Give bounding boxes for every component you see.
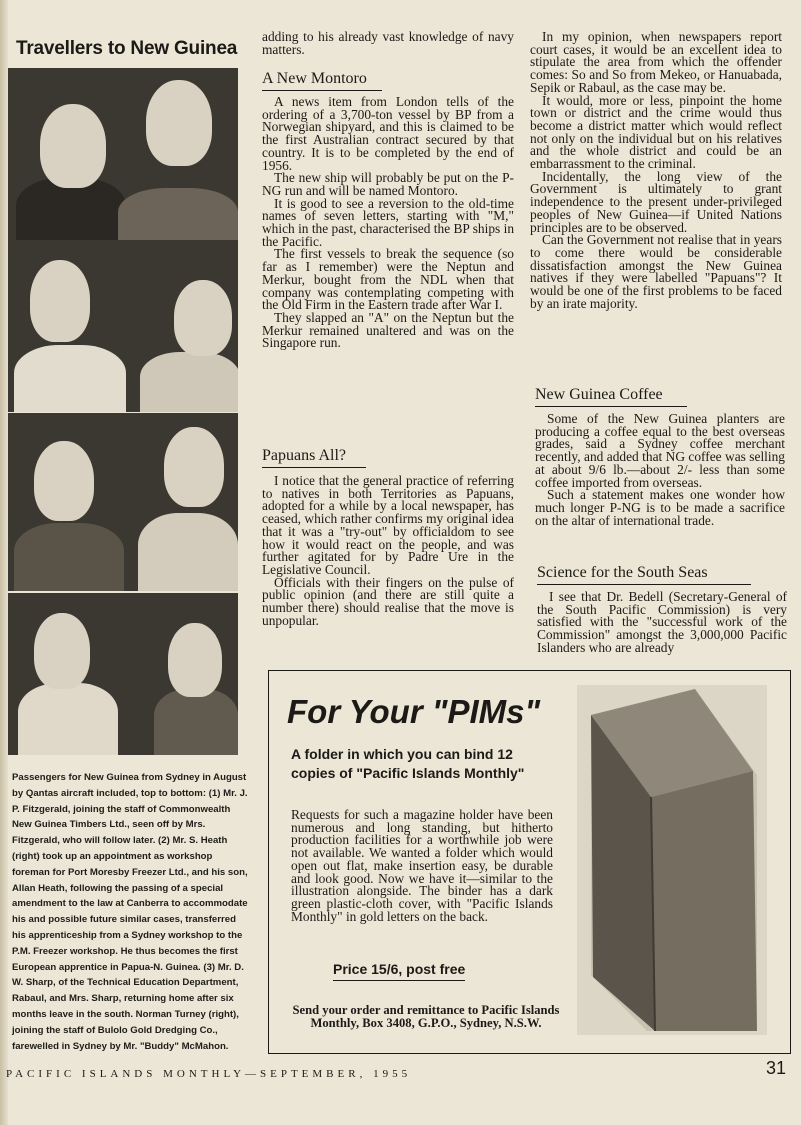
paragraph: Such a statement makes one wonder how much longer P-NG is to be made a sacrifice on the altar of international trade. (535, 487, 785, 528)
paragraph: Officials with their fingers on the pulse of public opinion (and there are still quite a number there) should realise that the move is unpopular. (262, 574, 514, 628)
section-title-new-guinea-coffee: New Guinea Coffee (535, 386, 687, 407)
photo-turney (8, 593, 238, 755)
paragraph: Some of the New Guinea planters are producing a coffee equal to the best overseas grades, said a Sydney coffee merchant recently, and added that NG coffee was selling at about 9/6 lb.—about 2/- less than some coffee imported from overseas. (535, 411, 785, 490)
paragraph: They slapped an "A" on the Neptun but the Merkur remained unaltered and was on the Singapore run. (262, 309, 514, 351)
photo-sharp (8, 413, 238, 591)
photo-heath (8, 240, 238, 412)
advertisement-box (268, 670, 791, 1054)
section-science-for-the-south-seas (537, 591, 787, 655)
ad-order-address: Send your order and remittance to Pacific Islands Monthly, Box 3408, G.P.O., Sydney, N.S.W. (292, 1003, 560, 1030)
ad-price: Price 15/6, post free (333, 961, 465, 981)
section-title-science-for-the-south-seas: Science for the South Seas (537, 564, 751, 585)
paragraph: Incidentally, the long view of the Government is ultimately to grant independence to the present under-privileged peoples of New Guinea—if United Nations principles are to be observed. (530, 168, 782, 235)
paragraph: I see that Dr. Bedell (Secretary-General of the South Pacific Commission) is very satisfied with the "successful work of the Commission" amongst the 3,000,000 Pacific Islanders who are already (537, 589, 787, 655)
paragraph: A news item from London tells of the ordering of a 3,700-ton vessel by BP from a Norwegian shipyard, and this is claimed to be the first Australian contract secured by that country. It is to be completed by the end of 1956. (262, 94, 514, 173)
paragraph: In my opinion, when newspapers report court cases, it would be an excellent idea to stipulate the area from which the offender comes: So and So from Mekeo, or Hanuabada, Sepik or Rabaul, as the case may be. (530, 29, 782, 95)
ad-subtitle: A folder in which you can bind 12 copies of "Pacific Islands Monthly" (291, 746, 525, 781)
section-title-papuans-all: Papuans All? (262, 447, 366, 468)
section-title-new-montoro: A New Montoro (262, 70, 382, 91)
paragraph: Can the Government not realise that in years to come there would be considerable dissatisfaction amongst the New Guinea natives if they were labelled "Papuans"? It would be one of the first problems to be faced by an irate majority. (530, 232, 782, 311)
footer-running-title: PACIFIC ISLANDS MONTHLY—SEPTEMBER, 1955 (6, 1068, 412, 1080)
photo-fitzgerald (8, 68, 238, 240)
paragraph: The first vessels to break the sequence (so far as I remember) were the Neptun and Merkur, bought from the NDL when that company was contemplating competing with the Old Firm in the Eastern trade after War I. (262, 246, 514, 313)
paragraph: It is good to see a reversion to the old-time names of seven letters, starting with "M," which in the past, characterised the BP ships in the Pacific. (262, 195, 515, 249)
column-2-intro (262, 31, 514, 56)
paragraph: It would, more or less, pinpoint the home town or district and the crime would thus become a district matter which would reflect not only on the individual but on his relatives and the whole district and could be an embarrassment to the criminal. (530, 92, 782, 172)
ad-title: For Your "PIMs" (287, 693, 541, 730)
binder-photo (577, 685, 767, 1035)
paragraph: The new ship will probably be put on the P-NG run and will be named Montoro. (262, 170, 514, 198)
section-new-guinea-coffee (535, 413, 785, 527)
section-papuans-all (262, 475, 514, 627)
column-3-opening (530, 31, 782, 310)
intro-text: adding to his already vast knowledge of navy matters. (262, 29, 514, 57)
photo-caption: Passengers for New Guinea from Sydney in August by Qantas aircraft included, top to bottom: (1) Mr. J. P. Fitzgerald, joining the staff of Commonwealth New Guinea Timbers Ltd., seen off by Mrs. Fitzgerald, who will follow later. (2) Mr. S. Heath (right) took up an appointment as workshop foreman for Port Moresby Freezer Ltd., and his son, Allan Heath, following the passing of a special amendment to the law at Canberra to accommodate his and possible future similar cases, transferred his apprenticeship from a Sydney workshop to the P.M. Freezer workshop. He thus becomes the first European apprentice in Papua-N. Guinea. (3) Mr. D. W. Sharp, of the Technical Education Department, Rabaul, and Mrs. Sharp, returning home after six months leave in the south. Norman Turney (right), joining the staff of Bulolo Gold Dredging Co., farewelled in Sydney by Mr. "Buddy" McMahon. (12, 772, 248, 1052)
paragraph: I notice that the general practice of referring to natives in both Territories as Papuans, adopted for a while by a local newspaper, has ceased, which rather confirms my original idea that it was a "try-out" by officialdom to see how it would react on the people, and was further agitated for by Padre Ure in the Legislative Council. (262, 473, 514, 577)
section-new-montoro (262, 96, 514, 350)
page-title: Travellers to New Guinea (16, 38, 238, 59)
page-number: 31 (766, 1058, 787, 1078)
page-edge (0, 0, 8, 1125)
ad-body: Requests for such a magazine holder have been numerous and long standing, but hitherto production facilities for a worthwhile job were not available. We wanted a folder which would open out flat, make insertion easy, be durable and look good. Now we have it—similar to the illustration alongside. The binder has a dark green plastic-cloth cover, with "Pacific Islands Monthly" in gold letters on the back. (291, 807, 553, 924)
binder-illustration (577, 685, 767, 1035)
